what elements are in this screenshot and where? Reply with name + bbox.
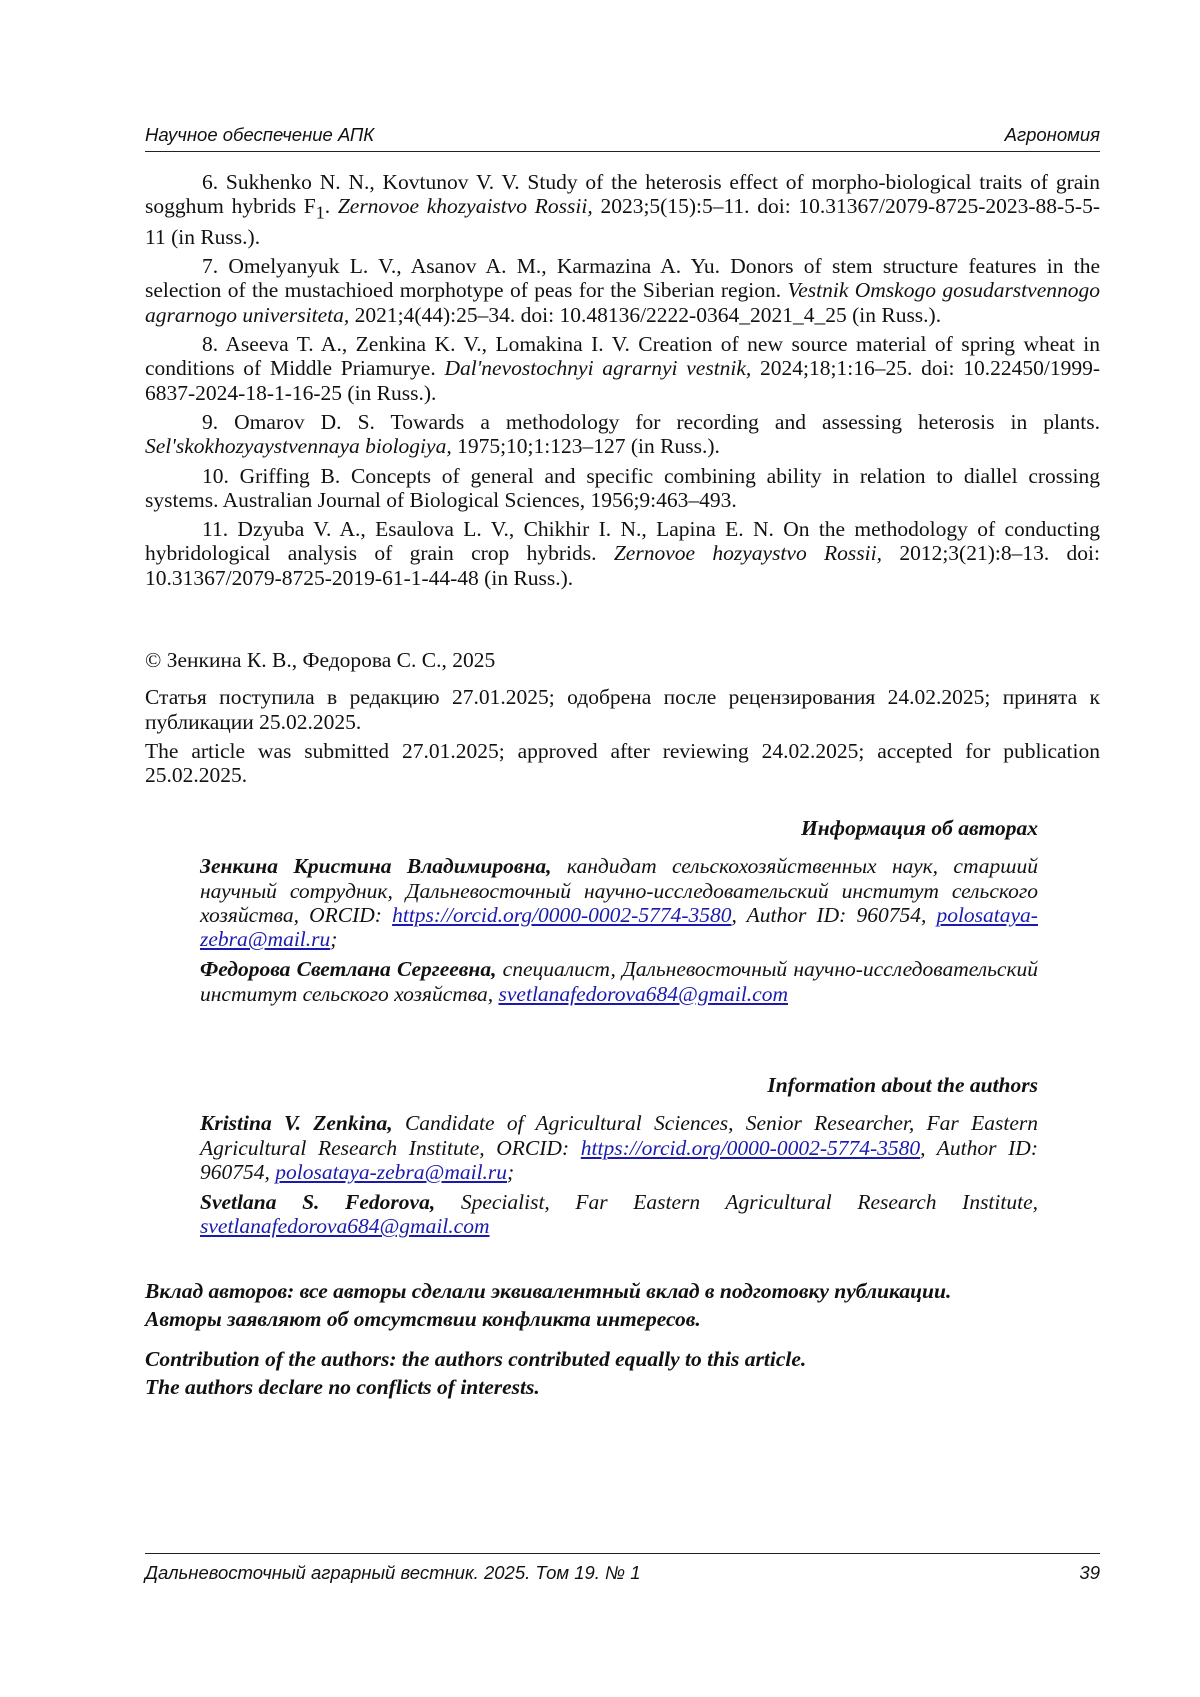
references-list <box>145 170 1100 595</box>
reference-item: 11. Dzyuba V. A., Esaulova L. V., Chikhir I. N., Lapina E. N. On the methodology of conducting hybridological analysis of grain crop hybrids. Zernovoe hozyaystvo Rossii, 2012;3(21):8–13. doi: 10.31367/2079-8725-2019-61-1-44-48 (in Russ.). <box>145 517 1100 590</box>
author-name: Зенкина Кристина Владимировна, <box>200 854 552 879</box>
authors-info-en <box>200 1073 1038 1245</box>
copyright: © Зенкина К. В., Федорова С. С., 2025 <box>145 648 496 672</box>
authors-info-ru <box>200 816 1038 1012</box>
email-link[interactable]: polosataya-zebra@mail.ru <box>200 902 1038 952</box>
authors-heading-ru: Информация об авторах <box>801 816 1038 840</box>
contribution-ru <box>145 1277 1100 1333</box>
reference-item: 6. Sukhenko N. N., Kovtunov V. V. Study of the heterosis effect of morpho-biological traits of grain sogghum hybrids $F_1$. Zernovoe khozyaistvo Rossii, 2023;5(15):5–11. doi: 10.31367/2079-8725-2023-88-5-5-11 (in Russ.). <box>145 170 1100 249</box>
running-header <box>145 124 1100 152</box>
contribution-en <box>145 1345 1100 1401</box>
reference-item: 9. Omarov D. S. Towards a methodology for recording and assessing heterosis in plants. Sel'skokhozyaystvennaya biologiya, 1975;10;1:123–127 (in Russ.). <box>145 409 1100 459</box>
author-entry: Федорова Светлана Сергеевна, специалист, Дальневосточный научно-исследовательский институт сельского хозяйства, svetlanafedorova684@gmail.com <box>200 957 1038 1006</box>
author-entry: Kristina V. Zenkina, Candidate of Agricultural Sciences, Senior Researcher, Far Eastern Agricultural Research Institute, ORCID: https://orcid.org/0000-0002-5774-3580, Author ID: 960754, polosataya-zebra@mail.ru; <box>200 1111 1038 1184</box>
reference-item: 10. Griffing B. Concepts of general and specific combining ability in relation to diallel crossing systems. Australian Journal of Biological Sciences, 1956;9:463–493. <box>145 463 1100 512</box>
footer-journal: Дальневосточный аграрный вестник. 2025. Том 19. № 1 <box>145 1562 641 1583</box>
article-meta <box>145 648 1100 792</box>
author-entry: Svetlana S. Fedorova, Specialist, Far Eastern Agricultural Research Institute, svetlanafedorova684@gmail.com <box>200 1190 1038 1239</box>
header-section-title: Научное обеспечение АПК <box>145 124 375 145</box>
running-footer <box>145 1553 1100 1584</box>
header-rubric: Агрономия <box>1004 124 1100 145</box>
conflict-statement: Авторы заявляют об отсутствии конфликта интересов. <box>145 1307 701 1331</box>
author-name: Федорова Светлана Сергеевна, <box>200 957 497 982</box>
reference-item: 8. Aseeva T. A., Zenkina K. V., Lomakina I. V. Creation of new source material of spring wheat in conditions of Middle Priamurye. Dal'nevostochnyi agrarnyi vestnik, 2024;18;1:16–25. doi: 10.22450/1999-6837-2024-18-1-16-25 (in Russ.). <box>145 332 1101 405</box>
dates-en: The article was submitted 27.01.2025; approved after reviewing 24.02.2025; accepted for publication 25.02.2025. <box>145 738 1100 788</box>
reference-item: 7. Omelyanyuk L. V., Asanov A. M., Karmazina A. Yu. Donors of stem structure features in the selection of the mustachioed morphotype of peas for the Siberian region. Vestnik Omskogo gosudarstvennogo agrarnogo universiteta, 2021;4(44):25–34. doi: 10.48136/2222-0364_2021_4_25 (in Russ.). <box>145 254 1100 327</box>
author-name: Kristina V. Zenkina, <box>200 1111 393 1136</box>
conflict-statement: The authors declare no conflicts of interests. <box>145 1375 540 1399</box>
email-link[interactable]: svetlanafedorova684@gmail.com <box>498 981 788 1006</box>
orcid-link[interactable]: https://orcid.org/0000-0002-5774-3580 <box>580 1135 921 1160</box>
authors-heading-en: Information about the authors <box>767 1073 1038 1097</box>
contribution-statement: Вклад авторов: все авторы сделали эквивалентный вклад в подготовку публикации. <box>145 1279 952 1303</box>
orcid-link[interactable]: https://orcid.org/0000-0002-5774-3580 <box>392 902 732 927</box>
dates-ru: Статья поступила в редакцию 27.01.2025; одобрена после рецензирования 24.02.2025; принята к публикации 25.02.2025. <box>145 685 1100 734</box>
email-link[interactable]: polosataya-zebra@mail.ru <box>275 1159 508 1184</box>
contribution-statement: Contribution of the authors: the authors contributed equally to this article. <box>145 1347 807 1371</box>
author-entry: Зенкина Кристина Владимировна, кандидат сельскохозяйственных наук, старший научный сотрудник, Дальневосточный научно-исследовательский институт сельского хозяйства, ORCID: https://orcid.org/0000-0002-5774-3580, Author ID: 960754, polosataya-zebra@mail.ru; <box>200 854 1038 952</box>
author-name: Svetlana S. Fedorova, <box>200 1190 436 1215</box>
email-link[interactable]: svetlanafedorova684@gmail.com <box>200 1214 490 1239</box>
page-number: 39 <box>1079 1562 1100 1583</box>
